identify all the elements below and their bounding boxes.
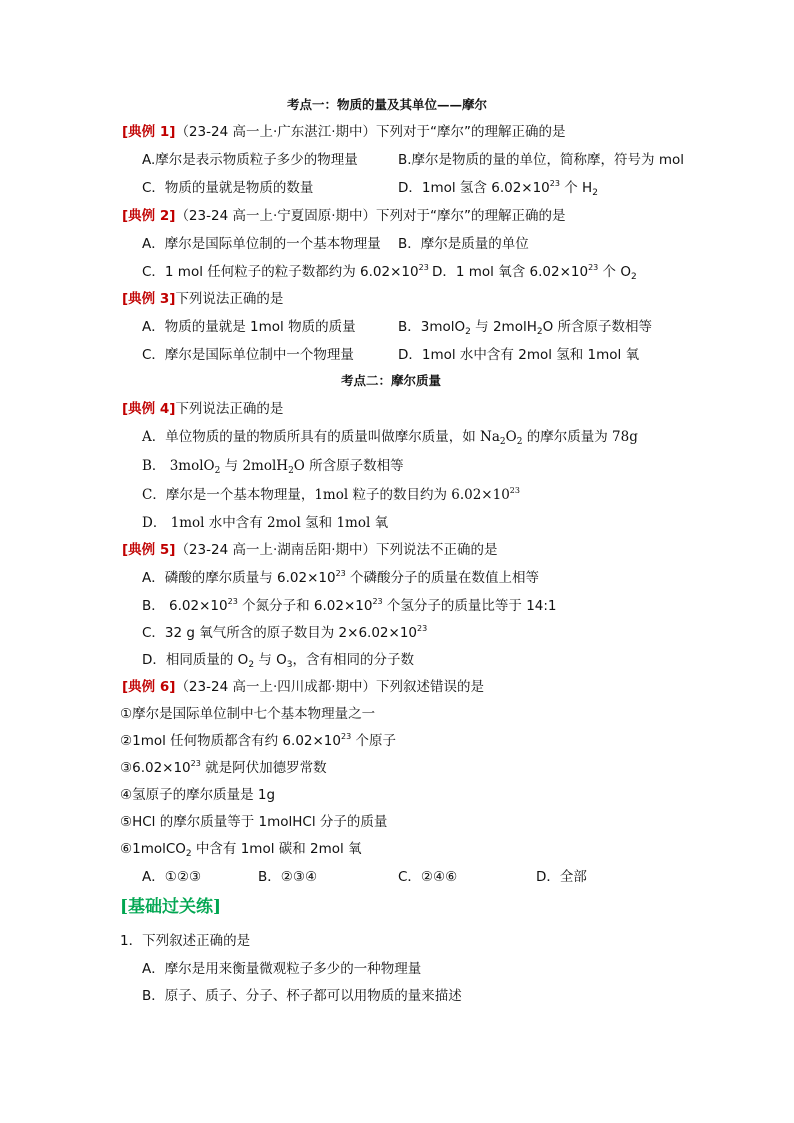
option-d: D．全部 bbox=[536, 869, 587, 885]
question-text: （23-24 高一上·宁夏固原·期中）下列对于“摩尔”的理解正确的是 bbox=[175, 208, 566, 224]
option-text: 个磷酸分子的质量在数值上相等 bbox=[345, 570, 540, 586]
option-a: A．①②③ bbox=[142, 869, 202, 885]
option-a bbox=[142, 569, 539, 587]
example-3-stem bbox=[122, 290, 283, 308]
option-d bbox=[142, 651, 414, 669]
option-text: A．单位物质的量的物质所具有的质量叫做摩尔质量，如 Na bbox=[142, 429, 500, 445]
example-1-stem bbox=[122, 123, 566, 141]
section-heading-1: 考点一：物质的量及其单位——摩尔 bbox=[287, 97, 488, 112]
option-text: ，含有相同的分子数 bbox=[292, 652, 414, 668]
subscript: 3 bbox=[286, 660, 293, 670]
superscript: 23 bbox=[549, 179, 560, 188]
statement-5: ⑤HCl 的摩尔质量等于 1molHCl 分子的质量 bbox=[120, 814, 388, 830]
option-c: C．②④⑥ bbox=[398, 869, 458, 885]
subscript: 2 bbox=[592, 188, 598, 198]
question-1: 1．下列叙述正确的是 bbox=[120, 933, 251, 949]
statement-text: 中含有 1mol 碳和 2mol 氧 bbox=[191, 841, 362, 857]
statement-6 bbox=[120, 840, 362, 858]
example-6-stem bbox=[122, 678, 484, 696]
option-text: O 所含原子数相等 bbox=[293, 458, 404, 474]
option-b: B．摩尔是质量的单位 bbox=[398, 236, 529, 252]
option-text: 与 2molH bbox=[220, 458, 289, 474]
example-tag: [典例 5] bbox=[122, 542, 176, 558]
option-a: A.摩尔是表示物质粒子多少的物理量 bbox=[142, 152, 358, 168]
option-text: 个氢分子的质量比等于 14:1 bbox=[382, 598, 557, 614]
option-a: A．摩尔是用来衡量微观粒子多少的一种物理量 bbox=[142, 961, 422, 977]
option-text: A．磷酸的摩尔质量与 6.02×10 bbox=[142, 570, 336, 586]
option-text: B． 6.02×10 bbox=[142, 598, 228, 614]
option-text: D．1mol 氢含 6.02×10 bbox=[398, 180, 550, 196]
option-c bbox=[142, 486, 520, 504]
statement-text: ③6.02×10 bbox=[120, 760, 191, 776]
question-text: 下列说法正确的是 bbox=[175, 291, 284, 307]
example-tag: [典例 4] bbox=[122, 401, 176, 417]
option-b bbox=[398, 318, 652, 336]
superscript: 23 bbox=[509, 486, 520, 495]
option-a: A．摩尔是国际单位制的一个基本物理量 bbox=[142, 236, 381, 252]
example-tag: [典例 6] bbox=[122, 679, 176, 695]
example-tag: [典例 2] bbox=[122, 208, 176, 224]
example-2-stem bbox=[122, 207, 566, 225]
subscript: 2 bbox=[288, 466, 294, 476]
option-b bbox=[142, 597, 557, 615]
statement-4: ④氢原子的摩尔质量是 1g bbox=[120, 787, 276, 803]
option-text: C．1 mol 任何粒子的粒子数都约为 6.02×10 bbox=[142, 264, 419, 280]
superscript: 23 bbox=[335, 569, 346, 578]
question-text: （23-24 高一上·四川成都·期中）下列叙述错误的是 bbox=[175, 679, 485, 695]
option-text: C．摩尔是一个基本物理量，1mol 粒子的数目约为 6.02×10 bbox=[142, 487, 510, 503]
statement-text: 就是阿伏加德罗常数 bbox=[200, 760, 327, 776]
option-text: B．3molO bbox=[398, 319, 466, 335]
statement-2 bbox=[120, 732, 396, 750]
option-d: D．1mol 水中含有 2mol 氢和 1mol 氧 bbox=[398, 347, 640, 363]
superscript: 23 bbox=[418, 263, 429, 272]
superscript: 23 bbox=[588, 263, 599, 272]
statement-1: ①摩尔是国际单位制中七个基本物理量之一 bbox=[120, 706, 376, 722]
superscript: 23 bbox=[227, 597, 238, 606]
option-text: 个氮分子和 6.02×10 bbox=[237, 598, 373, 614]
option-c bbox=[142, 624, 427, 642]
practice-section-title: [基础过关练] bbox=[120, 897, 222, 917]
section-heading-2: 考点二：摩尔质量 bbox=[341, 373, 442, 388]
option-b: B.摩尔是物质的量的单位，简称摩，符号为 mol bbox=[398, 152, 685, 168]
subscript: 2 bbox=[516, 437, 523, 447]
option-b: B．原子、质子、分子、杯子都可以用物质的量来描述 bbox=[142, 988, 462, 1004]
option-b: B．②③④ bbox=[258, 869, 318, 885]
superscript: 23 bbox=[340, 732, 352, 741]
subscript: 2 bbox=[214, 466, 221, 476]
statement-text: ⑥1molCO bbox=[120, 841, 186, 857]
superscript: 23 bbox=[190, 759, 201, 768]
question-text: （23-24 高一上·湖南岳阳·期中）下列说法不正确的是 bbox=[175, 542, 498, 558]
option-text: O bbox=[505, 429, 517, 445]
option-text: D．相同质量的 O bbox=[142, 652, 249, 668]
option-a bbox=[142, 428, 638, 446]
option-text: 个 O bbox=[598, 264, 631, 280]
subscript: 2 bbox=[536, 327, 543, 337]
option-c bbox=[142, 263, 429, 281]
example-5-stem bbox=[122, 541, 498, 559]
option-text: 个 H bbox=[559, 180, 593, 196]
statement-text: 个原子 bbox=[351, 733, 396, 749]
question-text: （23-24 高一上·广东湛江·期中）下列对于“摩尔”的理解正确的是 bbox=[175, 124, 566, 140]
option-text: C．32 g 氧气所含的原子数目为 2×6.02×10 bbox=[142, 625, 417, 641]
option-text: B． 3molO bbox=[142, 458, 215, 474]
option-text: D．1 mol 氧含 6.02×10 bbox=[432, 264, 589, 280]
superscript: 23 bbox=[417, 624, 428, 633]
statement-3 bbox=[120, 759, 327, 777]
option-c: C．摩尔是国际单位制中一个物理量 bbox=[142, 347, 354, 363]
option-b bbox=[142, 457, 404, 475]
option-d bbox=[398, 179, 598, 197]
option-text: 与 2molH bbox=[470, 319, 537, 335]
subscript: 2 bbox=[185, 849, 192, 859]
subscript: 2 bbox=[248, 660, 255, 670]
option-text: O 所含原子数相等 bbox=[542, 319, 653, 335]
question-text: 下列说法正确的是 bbox=[175, 401, 284, 417]
subscript: 2 bbox=[630, 272, 637, 282]
example-tag: [典例 1] bbox=[122, 124, 176, 140]
superscript: 23 bbox=[372, 597, 383, 606]
option-d bbox=[432, 263, 637, 281]
option-a: A．物质的量就是 1mol 物质的质量 bbox=[142, 319, 356, 335]
option-text: 的摩尔质量为 78g bbox=[522, 429, 638, 445]
option-d: D． 1mol 水中含有 2mol 氢和 1mol 氧 bbox=[142, 515, 389, 531]
option-c: C．物质的量就是物质的数量 bbox=[142, 180, 314, 196]
example-tag: [典例 3] bbox=[122, 291, 176, 307]
subscript: 2 bbox=[499, 437, 506, 447]
subscript: 2 bbox=[465, 327, 471, 337]
example-4-stem bbox=[122, 400, 283, 418]
statement-text: ②1mol 任何物质都含有约 6.02×10 bbox=[120, 733, 341, 749]
option-text: 与 O bbox=[254, 652, 287, 668]
